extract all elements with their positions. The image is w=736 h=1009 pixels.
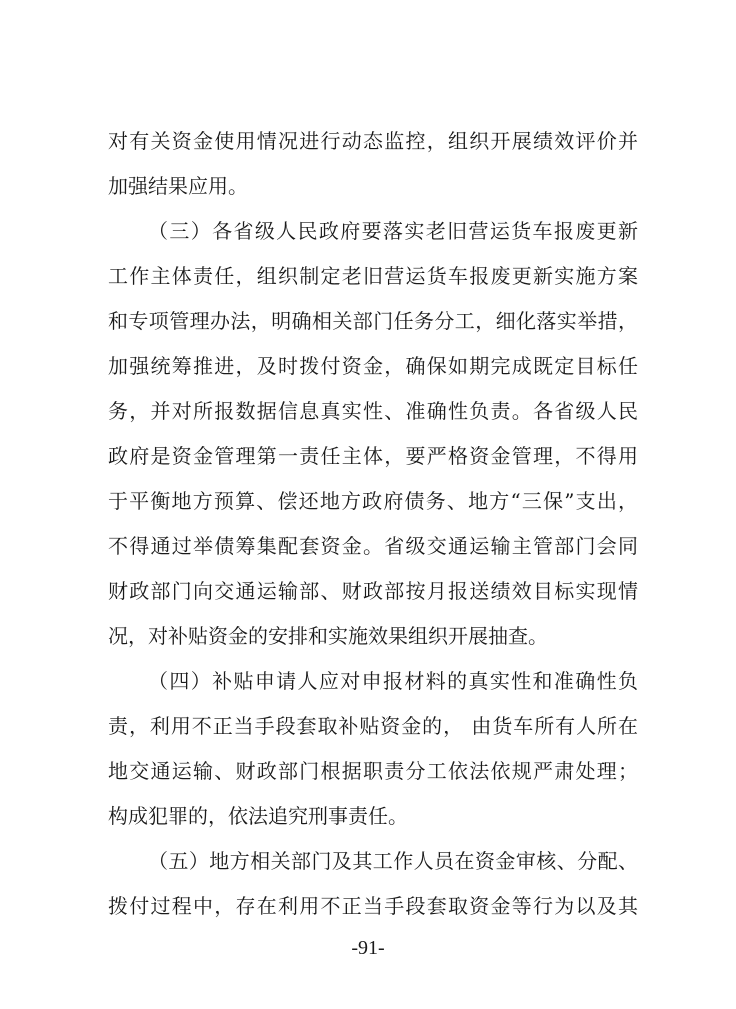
body-text-line: 工作主体责任，组织制定老旧营运货车报废更新实施方案	[108, 264, 638, 288]
body-text-line: 于平衡地方预算、偿还地方政府债务、地方“三保”支出，	[108, 489, 638, 513]
body-text-line: 和专项管理办法，明确相关部门任务分工，细化落实举措，	[108, 309, 638, 333]
body-text-line: 加强统筹推进，及时拨付资金，确保如期完成既定目标任	[108, 354, 638, 378]
body-text-line: 地交通运输、财政部门根据职责分工依法依规严肃处理；	[108, 759, 638, 783]
paragraph-5-first-line: （五）地方相关部门及其工作人员在资金审核、分配、	[148, 849, 638, 873]
body-text-line: 政府是资金管理第一责任主体，要严格资金管理，不得用	[108, 444, 638, 468]
paragraph-3-first-line: （三）各省级人民政府要落实老旧营运货车报废更新	[148, 219, 638, 243]
body-text-line: 构成犯罪的，依法追究刑事责任。	[108, 804, 408, 828]
body-text-line: 务，并对所报数据信息真实性、准确性负责。各省级人民	[108, 399, 638, 423]
body-text-line: 责，利用不正当手段套取补贴资金的， 由货车所有人所在	[108, 714, 638, 738]
paragraph-4-first-line: （四）补贴申请人应对申报材料的真实性和准确性负	[148, 669, 638, 693]
body-text-line: 不得通过举债筹集配套资金。省级交通运输主管部门会同	[108, 534, 638, 558]
body-text-line: 况，对补贴资金的安排和实施效果组织开展抽查。	[108, 624, 548, 648]
page-number: -91-	[351, 937, 385, 959]
body-text-line: 拨付过程中，存在利用不正当手段套取资金等行为以及其	[108, 894, 638, 918]
body-text-line: 对有关资金使用情况进行动态监控，组织开展绩效评价并	[108, 129, 638, 153]
body-text-line: 财政部门向交通运输部、财政部按月报送绩效目标实现情	[108, 579, 638, 603]
body-text-line: 加强结果应用。	[108, 174, 248, 198]
